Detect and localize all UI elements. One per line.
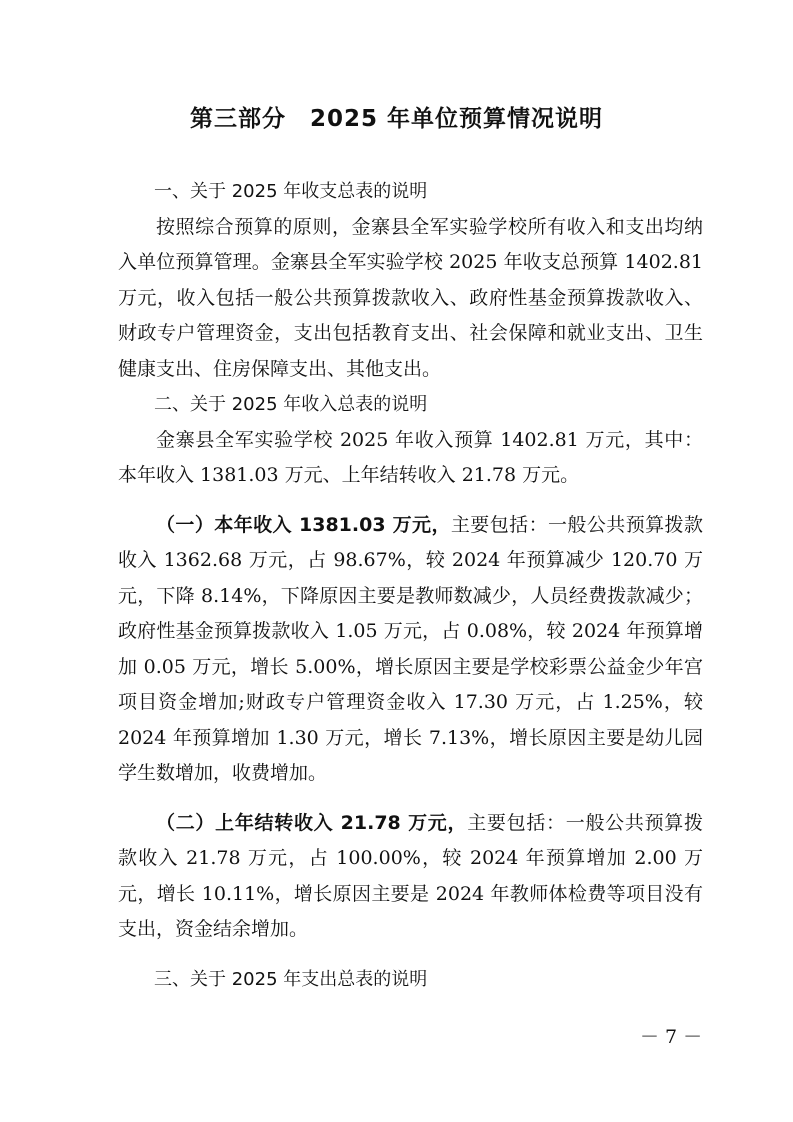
- paragraph: 金寨县全军实验学校 2025 年收入预算 1402.81 万元，其中：本年收入 1381.03 万元、上年结转收入 21.78 万元。: [118, 428, 703, 486]
- section-heading-2: 二、关于 2025 年收入总表的说明: [154, 394, 428, 415]
- paragraph-lead: （二）上年结转收入 21.78 万元，: [156, 811, 468, 834]
- page-title: 第三部分 2025 年单位预算情况说明: [189, 106, 604, 132]
- section-heading-1: 一、关于 2025 年收支总表的说明: [154, 181, 428, 202]
- paragraph-text: 主要包括：一般公共预算拨款收入 21.78 万元，占 100.00%，较 2024 年预算增加 2.00 万元，增长 10.11%，增长原因主要是 2024 年教师体检费等项目没有支出，资金结余增加。: [118, 811, 703, 940]
- paragraph-carryover-income: [118, 806, 703, 948]
- section-heading-3: 三、关于 2025 年支出总表的说明: [154, 968, 428, 990]
- paragraph-text: 主要包括：一般公共预算拨款收入 1362.68 万元，占 98.67%，较 2024 年预算减少 120.70 万元，下降 8.14%，下降原因主要是教师数减少，人员经费拨款减少；政府性基金预算拨款收入 1.05 万元，占 0.08%，较 2024 年预算增加 0.05 万元，增长 5.00%，增长原因主要是学校彩票公益金少年宫项目资金增加;财政专户管理资金收入 17.30 万元，占 1.25%，较 2024 年预算增加 1.30 万元，增长 7.13%，增长原因主要是幼儿园学生数增加，收费增加。: [118, 513, 703, 784]
- page-number: － 7 －: [640, 1026, 703, 1048]
- paragraph-current-year-income: [118, 508, 703, 792]
- paragraph: 按照综合预算的原则，金寨县全军实验学校所有收入和支出均纳入单位预算管理。金寨县全军实验学校 2025 年收支总预算 1402.81 万元，收入包括一般公共预算拨款收入、政府性基金预算拨款收入、财政专户管理资金，支出包括教育支出、社会保障和就业支出、卫生健康支出、住房保障支出、其他支出。: [118, 215, 703, 380]
- paragraph-lead: （一）本年收入 1381.03 万元，: [156, 513, 451, 536]
- document-body: [118, 174, 703, 997]
